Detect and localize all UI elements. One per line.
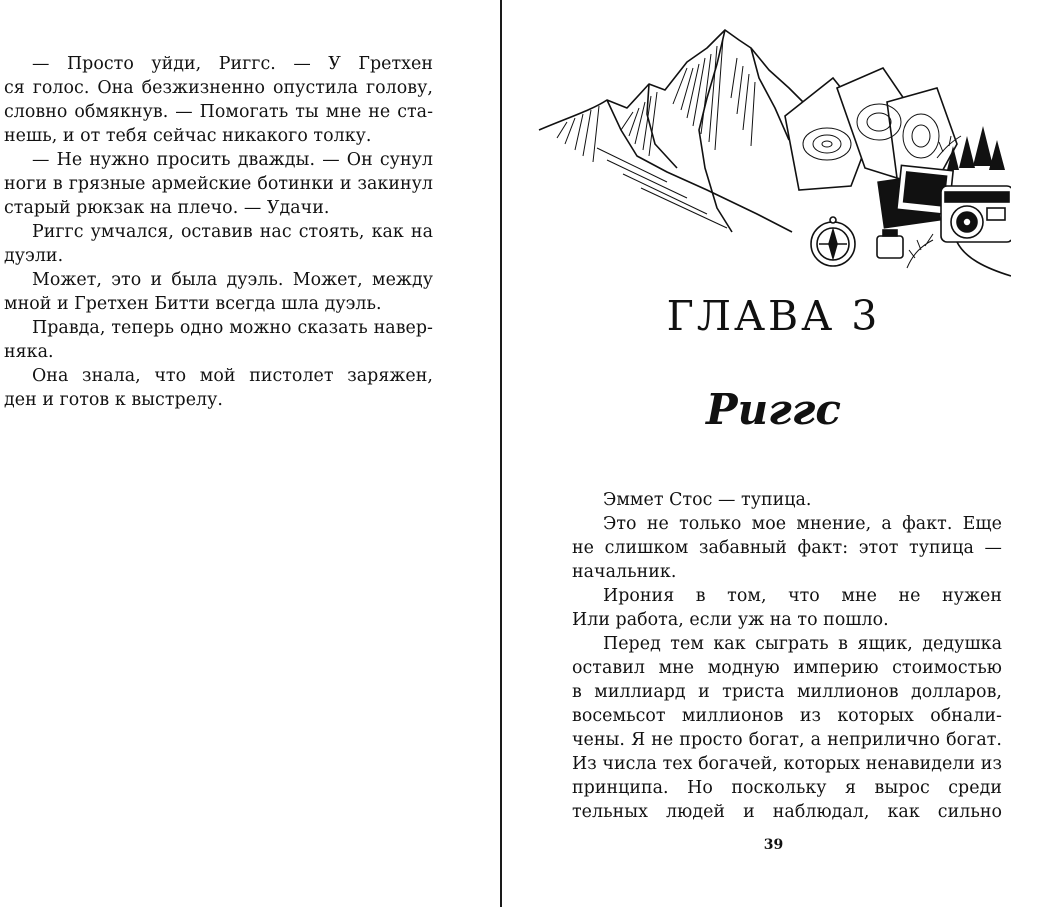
right-line-12: Из числа тех богачей, которых ненавидели из [572, 754, 1002, 774]
left-line-10: Может, это и была дуэль. Может, между [32, 270, 433, 290]
left-line-6: ноги в грязные армейские ботинки и закинул [4, 174, 433, 194]
right-line-5: Ирония в том, что мне не нужен [603, 586, 1002, 606]
left-line-11: мной и Гретхен Битти всегда шла дуэль. [4, 294, 382, 314]
left-line-2: ся голос. Она безжизненно опустила голову, [4, 78, 433, 98]
right-line-3: не слишком забавный факт: этот тупица — [572, 538, 1002, 558]
right-line-1: Эммет Стос — тупица. [603, 490, 812, 510]
chapter-heading: ГЛАВА 3 [666, 292, 881, 340]
left-page [0, 0, 500, 907]
mountain-illustration [537, 18, 1011, 280]
right-line-13: принципа. Но поскольку я вырос среди [572, 778, 1002, 798]
chapter-name: Риггс [706, 385, 841, 434]
right-line-11: чены. Я не просто богат, а неприлично богат. [572, 730, 1002, 750]
right-line-8: оставил мне модную империю стоимостью [572, 658, 1002, 678]
left-line-12: Правда, теперь одно можно сказать навер- [32, 318, 433, 338]
left-line-3: словно обмякнув. — Помогать ты мне не ста- [4, 102, 433, 122]
right-page [503, 0, 1044, 907]
right-line-9: в миллиард и триста миллионов долларов, [572, 682, 1002, 702]
right-line-7: Перед тем как сыграть в ящик, дедушка [603, 634, 1002, 654]
right-line-14: тельных людей и наблюдал, как сильно [572, 802, 1002, 822]
left-line-13: няка. [4, 342, 54, 362]
left-line-1: — Просто уйди, Риггс. — У Гретхен [32, 54, 433, 74]
right-line-10: восемьсот миллионов из которых обнали- [572, 706, 1002, 726]
left-line-5: — Не нужно просить дважды. — Он сунул [32, 150, 433, 170]
left-line-7: старый рюкзак на плечо. — Удачи. [4, 198, 330, 218]
left-line-8: Риггс умчался, оставив нас стоять, как на [32, 222, 433, 242]
left-line-15: ден и готов к выстрелу. [4, 390, 223, 410]
book-gutter [500, 0, 502, 907]
right-line-6: Или работа, если уж на то пошло. [572, 610, 889, 630]
right-line-2: Это не только мое мнение, а факт. Еще [603, 514, 1002, 534]
left-line-14: Она знала, что мой пистолет заряжен, [32, 366, 433, 386]
left-line-9: дуэли. [4, 246, 64, 266]
right-line-4: начальник. [572, 562, 677, 582]
left-line-4: нешь, и от тебя сейчас никакого толку. [4, 126, 372, 146]
page-number: 39 [763, 837, 784, 853]
